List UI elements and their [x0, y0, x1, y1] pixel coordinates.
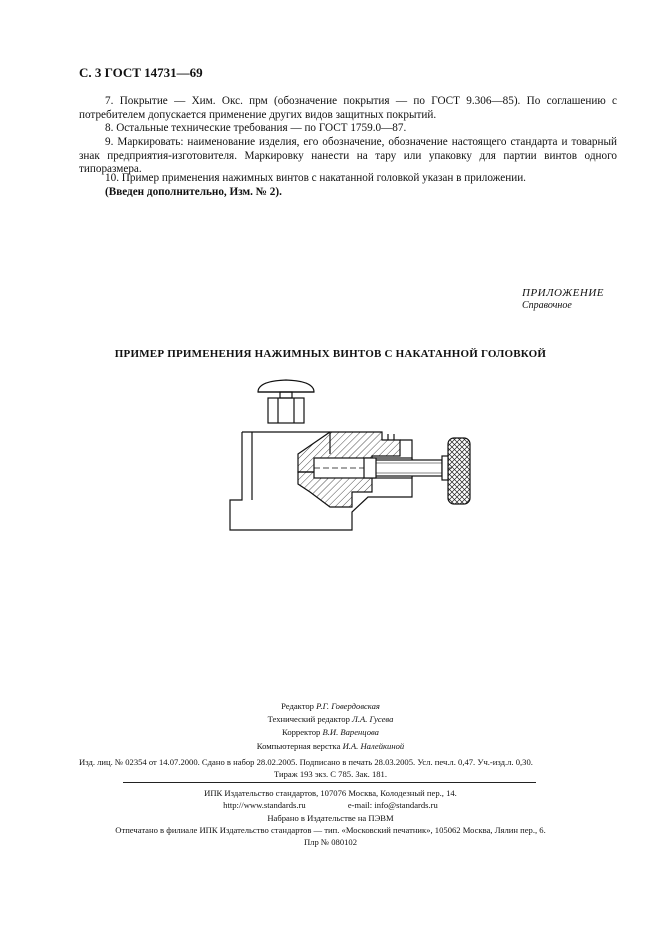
publisher-license: Плр № 080102	[303, 837, 358, 848]
publisher-url[interactable]: http://www.standards.ru	[223, 800, 306, 811]
tech-editor-role: Технический редактор	[267, 714, 350, 725]
appendix-subtitle: Справочное	[522, 300, 572, 311]
corrector-role: Корректор	[282, 727, 321, 738]
section-title: ПРИМЕР ПРИМЕНЕНИЯ НАЖИМНЫХ ВИНТОВ С НАКАТАННОЙ ГОЛОВКОЙ	[114, 348, 547, 360]
paragraph-7: 7. Покрытие — Хим. Окс. прм (обозначение покрытия — по ГОСТ 9.306—85). По соглашению с потребителем допускается применение других видов защитных покрытий.	[79, 95, 617, 121]
paragraph-8: 8. Остальные технические требования — по ГОСТ 1759.0—87.	[105, 122, 407, 134]
divider	[123, 782, 536, 783]
credit-layout	[0, 740, 661, 753]
screw-application-drawing	[222, 372, 490, 536]
credit-editor	[0, 700, 661, 713]
publisher-block	[0, 787, 661, 848]
publisher-contacts	[0, 799, 661, 811]
paragraph-9: 9. Маркировать: наименование изделия, его обозначение, обозначение настоящего стандарта и товарный знак предприятия-изготовителя. Маркировку нанести на тару или упаковку для партии винтов одного типоразмера.	[79, 136, 617, 176]
corrector-name: В.И. Варенцова	[322, 727, 379, 738]
imprint-line-1: Изд. лиц. № 02354 от 14.07.2000. Сдано в набор 28.02.2005. Подписано в печать 28.03.2005. Усл. печ.л. 0,47. Уч.-изд.л. 0,30.	[79, 757, 533, 767]
layout-role: Компьютерная верстка	[256, 740, 341, 751]
editor-name: Р.Г. Говердовская	[316, 701, 380, 711]
publisher-printer: Отпечатано в филиале ИПК Издательство стандартов — тип. «Московский печатник», 105062 Москва, Лялин пер., 6.	[115, 824, 546, 835]
tech-editor-name: Л.А. Гусева	[352, 714, 394, 725]
amendment-note: (Введен дополнительно, Изм. № 2).	[105, 186, 282, 198]
credit-corrector	[0, 726, 661, 739]
imprint-line-2: Тираж 193 экз. С 785. Зак. 181.	[273, 769, 387, 779]
appendix-title: ПРИЛОЖЕНИЕ	[522, 287, 604, 299]
page-header: С. 3 ГОСТ 14731—69	[79, 65, 203, 80]
publisher-typeset: Набрано в Издательстве на ПЭВМ	[267, 812, 394, 823]
publisher-email[interactable]: e-mail: info@standards.ru	[347, 800, 438, 811]
credits-block	[0, 700, 661, 753]
editor-role: Редактор	[281, 701, 314, 711]
layout-name: И.А. Налейкиной	[342, 740, 405, 751]
paragraph-10: 10. Пример применения нажимных винтов с накатанной головкой указан в приложении.	[105, 172, 526, 184]
publisher-address: ИПК Издательство стандартов, 107076 Москва, Колодезный пер., 14.	[204, 788, 457, 798]
credit-tech-editor	[0, 713, 661, 726]
